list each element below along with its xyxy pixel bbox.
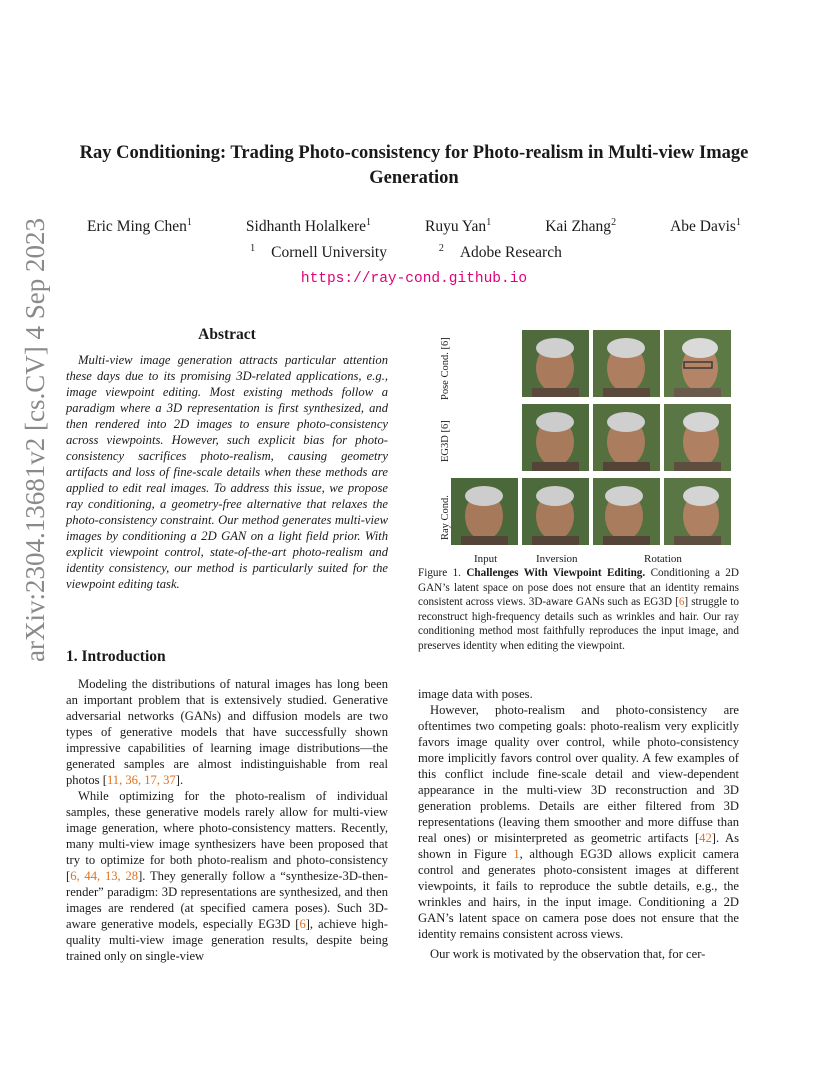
arxiv-watermark: arXiv:2304.13681v2 [cs.CV] 4 Sep 2023: [20, 218, 50, 662]
right-column-text: [418, 686, 739, 962]
column-label: Inversion: [536, 553, 578, 565]
paragraph: image data with poses.: [418, 687, 533, 701]
paragraph: However, photo-realism and photo-consistency are oftentimes two competing goals: photo-realism very explicitly favors image quality over control, while photo-consistency more implicitly favors control over quality. A few examples of this conflict include fine-scale detail and view-dependent appearance in the multi-view 3D reconstruction and 3D generation problems. Details are either filtered from 3D representations (leaving them smoother and more diffuse than real ones) or misinterpreted as geometric artifacts [42]. As shown in Figure 1, although EG3D allows explicit camera control and generates photo-consistent images at different viewpoints, it fails to reproduce the subtle details, e.g., the wrinkles and hairs, in the input image. Conditioning a 2D GAN’s latent space on camera pose does not ensure that the identity remains consistent across views.: [418, 703, 739, 941]
intro-text: [66, 676, 388, 964]
row-label: Pose Cond. [6]: [440, 337, 451, 400]
author-list: [60, 218, 768, 236]
face-thumbnail: [664, 404, 731, 471]
face-thumbnail: [593, 404, 660, 471]
author: Ruyu Yan$^1$: [425, 216, 492, 235]
column-label: Rotation: [644, 553, 682, 565]
affiliations: [0, 244, 828, 262]
citation-link[interactable]: 42: [699, 831, 712, 845]
face-thumbnail: [522, 478, 589, 545]
figure-link[interactable]: 1: [513, 847, 520, 861]
citation-link[interactable]: 6: [299, 917, 306, 931]
row-label: EG3D [6]: [440, 420, 451, 462]
author: Kai Zhang$^2$: [545, 216, 617, 235]
face-thumbnail: [451, 478, 518, 545]
intro-heading: 1. Introduction: [66, 648, 166, 665]
author: Abe Davis$^1$: [670, 216, 741, 235]
paragraph: Our work is motivated by the observation that, for cer-: [430, 947, 706, 961]
author: Sidhanth Holalkere$^1$: [245, 216, 371, 235]
affiliation: $^1$ Cornell University: [250, 242, 387, 261]
face-thumbnail: [522, 404, 589, 471]
column-label: Input: [474, 553, 498, 565]
face-thumbnail: [664, 330, 731, 397]
citation-link[interactable]: 11, 36, 17, 37: [106, 773, 176, 787]
paragraph: Modeling the distributions of natural images has long been an important problem that is extensively studied. Generative adversarial networks (GANs) and diffusion models are two types of generative models that have successfully shown impressive capabilities of learning image distributions—the generated samples are almost indistinguishable from real photos [11, 36, 17, 37].: [66, 677, 388, 787]
figure-caption: Figure 1. Challenges With Viewpoint Editing. Conditioning a 2D GAN’s latent space on pose does not ensure that an identity remains consistent across views. 3D-aware GANs such as EG3D [6] struggle to reconstruct high-frequency details such as wrinkles and hair. Our ray conditioning method most faithfully reproduces the input image, and preserves identity when editing the viewpoint.: [418, 567, 739, 652]
abstract-text: Multi-view image generation attracts particular attention these days due to its promising 3D-related applications, e.g., image viewpoint editing. Most existing methods follow a paradigm where a 3D representation is first synthesized, and then rendered into 2D images to ensure photo-consistency across viewpoints. However, such explicit bias for photo-consistency sacrifices photo-realism, causing geometry artifacts and loss of fine-scale details when these methods are applied to edit real images. To address this issue, we propose ray conditioning, a geometry-free alternative that relaxes the photo-consistency constraint. Our method generates multi-view images by conditioning a 2D GAN on a light field prior. With explicit viewpoint control, state-of-the-art photo-realism and identity consistency, our method is particularly suited for the viewpoint editing task.: [66, 353, 388, 591]
paper-title: Ray Conditioning: Trading Photo-consistency for Photo-realism in Multi-view Image Generation: [79, 143, 749, 188]
face-thumbnail: [522, 330, 589, 397]
citation-link[interactable]: 6: [678, 596, 685, 609]
face-thumbnail: [593, 330, 660, 397]
author: Eric Ming Chen$^1$: [87, 216, 192, 235]
paragraph: While optimizing for the photo-realism of individual samples, these generative models rarely allow for multi-view image generation, where photo-consistency matters. Recently, many multi-view image synthesizers have been proposed that try to optimize for both photo-realism and photo-consistency [6, 44, 13, 28]. They generally follow a “synthesize-3D-then-render” paradigm: 3D representations are synthesized, and then images are rendered (at specified camera poses). Such 3D-aware generative models, especially EG3D [6], achieve high-quality multi-view image generation results, despite being trained only on single-view: [66, 789, 389, 963]
face-thumbnail: [593, 478, 660, 545]
project-url-link[interactable]: https://ray-cond.github.io: [300, 271, 528, 287]
face-thumbnail: [664, 478, 731, 545]
affiliation: $^2$ Adobe Research: [438, 242, 562, 261]
row-label: Ray Cond.: [440, 495, 451, 540]
abstract-heading: Abstract: [198, 326, 256, 343]
citation-link[interactable]: 6, 44, 13, 28: [70, 869, 139, 883]
